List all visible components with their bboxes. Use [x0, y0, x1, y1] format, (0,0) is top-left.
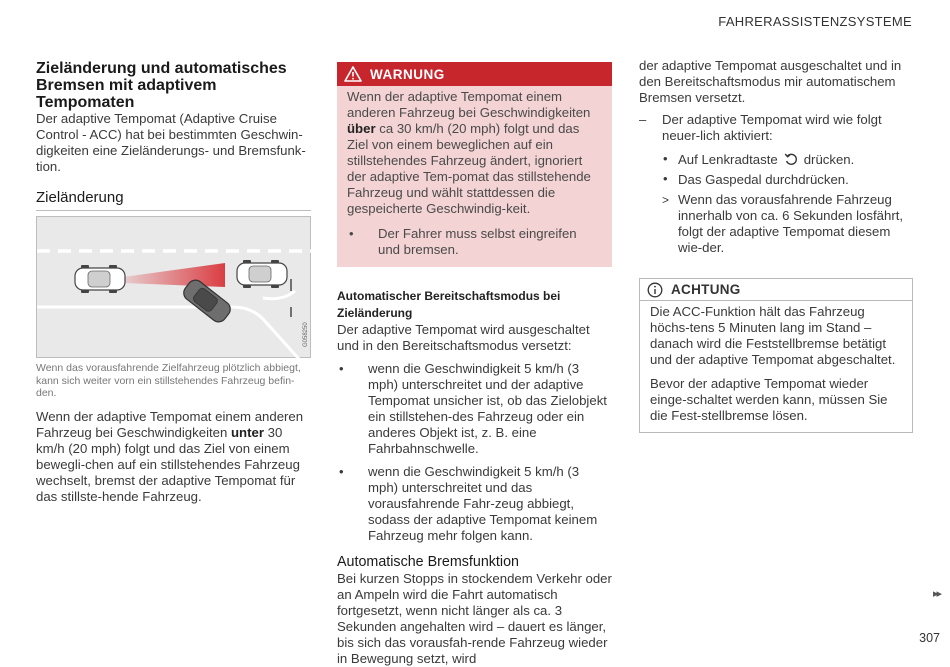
list-item: • Auf Lenkradtaste drücken. [662, 152, 913, 168]
next-page-icon: ▸▸ [932, 588, 940, 600]
column-right [639, 58, 913, 433]
lane-change-illustration [36, 216, 311, 358]
caution-title: ACHTUNG [671, 282, 741, 297]
list-item: • Das Gaspedal durchdrücken. [662, 172, 913, 188]
list-item: • wenn die Geschwindigkeit 5 km/h (3 mph) unterschreitet und das vorausfahrende Fahr-zeug abbiegt, sodass der adaptive Tempomat keinem Fahrzeug mehr folgen kann. [337, 464, 612, 544]
page-title: Zieländerung und automatisches Bremsen mit adaptivem Tempomaten [36, 60, 287, 111]
list-item: • wenn die Geschwindigkeit 5 km/h (3 mph) unterschreitet und der adaptive Tempomat unsicher ist, ob das Zielobjekt ein stillstehen-des Fahrzeug oder ein anderes Objekt ist, z. B. eine Fahrbahnschwelle. [337, 361, 612, 457]
caution-header [640, 279, 912, 301]
figure-code: G058250 [303, 322, 309, 347]
info-circle-icon [647, 282, 663, 298]
standby-intro: Der adaptive Tempomat wird ausgeschaltet und in den Bereitschaftsmodus versetzt: [337, 322, 590, 353]
page-number: 307 [919, 631, 940, 645]
resume-arrow-icon [784, 152, 798, 166]
warning-box [337, 62, 612, 267]
caution-text-2: Bevor der adaptive Tempomat wieder einge-schaltet werden kann, müssen Sie die Fest-stellbremse lösen. [650, 376, 888, 423]
figure-caption: Wenn das vorausfahrende Zielfahrzeug plötzlich abbiegt, kann sich weiter vorn ein stillstehendes Fahrzeug befin-den. [36, 362, 301, 399]
warning-header [337, 62, 612, 86]
caution-text-1: Die ACC-Funktion hält das Fahrzeug höchs-tens 5 Minuten lang im Stand – danach wird die Feststellbremse betätigt und der adaptive Tempomat abgeschaltet. [650, 304, 896, 367]
standby-title: Automatischer Bereitschaftsmodus bei Zieländerung [337, 289, 561, 320]
warning-bullet: • Der Fahrer muss selbst eingreifen und bremsen. [347, 226, 602, 258]
running-header: FAHRERASSISTENZSYSTEME [718, 14, 912, 29]
reactivation-item: – Der adaptive Tempomat wird wie folgt neuer-lich aktiviert: [639, 112, 913, 144]
brake-function-title: Automatische Bremsfunktion [337, 554, 519, 570]
zielaenderung-body: Wenn der adaptive Tempomat einem anderen Fahrzeug bei Geschwindigkeiten unter 30 km/h (20 mph) folgt und das Ziel von einem bewegli-chen auf ein stillstehendes Fahrzeug wechselt, bremst der adaptive Tempomat für das stillste-hende Fahrzeug. [36, 408, 304, 504]
section-title-zielaenderung: Zieländerung [36, 189, 311, 211]
column-left [36, 58, 311, 505]
result-item: > Wenn das vorausfahrende Fahrzeug innerhalb von ca. 6 Sekunden losfährt, folgt der adaptive Tempomat diesem wie-der. [639, 192, 913, 256]
warning-title: WARNUNG [370, 66, 445, 82]
continuation-text: der adaptive Tempomat ausgeschaltet und in den Bereitschaftsmodus mir automatischem Bremsen versetzt. [639, 58, 902, 105]
caution-box [639, 278, 913, 433]
warning-triangle-icon [344, 66, 362, 82]
brake-function-text: Bei kurzen Stopps in stockendem Verkehr oder an Ampeln wird die Fahrt automatisch fortgesetzt, wenn nicht länger als ca. 3 Sekunden angehalten wird – dauert es länger, bis sich das vorausfah-rende Fahrzeug wieder in Bewegung setzt, wird [337, 571, 612, 666]
column-middle [337, 58, 612, 667]
intro-text: Der adaptive Tempomat (Adaptive Cruise Control - ACC) hat bei bestimmten Geschwin-digkeiten eine Zieländerungs- und Bremsfunk-tion. [36, 111, 306, 174]
warning-text: Wenn der adaptive Tempomat einem anderen Fahrzeug bei Geschwindigkeiten über ca 30 km/h (20 mph) folgt und das Ziel von einem beweglichen auf ein stillstehendes Fahrzeug ändert, ignoriert der adaptive Tem-pomat das stillstehende Fahrzeug und wählt stattdessen die gespeicherte Geschwindig-keit. [347, 89, 591, 216]
stationary-car-icon [237, 260, 287, 288]
ego-car-icon [75, 265, 125, 293]
